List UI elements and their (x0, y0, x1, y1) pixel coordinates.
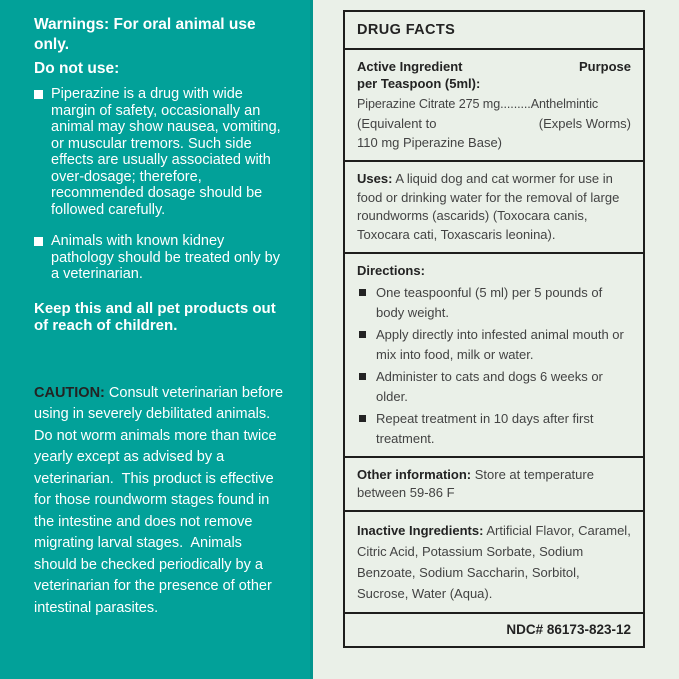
direction-item (357, 409, 631, 448)
square-bullet-icon (34, 90, 43, 99)
direction-text: Repeat treatment in 10 days after first treatment. (376, 411, 594, 446)
uses-section (345, 160, 643, 252)
square-bullet-icon (359, 331, 366, 338)
other-information-text: Store at temperature between 59-86 F (357, 467, 594, 500)
active-ingredient-header-row (357, 58, 631, 95)
active-ingredient-section (345, 48, 643, 160)
square-bullet-icon (359, 415, 366, 422)
square-bullet-icon (359, 289, 366, 296)
ingredient-amount-line: Piperazine Citrate 275 mg.........Anthelmintic (357, 97, 599, 111)
square-bullet-icon (359, 373, 366, 380)
keep-out-of-reach-text: Keep this and all pet products out of reach of children. (34, 299, 276, 334)
direction-item (357, 325, 631, 364)
warnings-heading: Warnings: For oral animal use only. (34, 16, 256, 53)
other-information-section (345, 456, 643, 510)
warning-bullet-text: Piperazine is a drug with wide margin of safety, occasionally an animal may show nausea, vomiting, or muscular tremors. Such side effects are usually associated with over-dosage; therefore, recommended dosage should be followed carefully. (51, 86, 281, 218)
direction-text: Administer to cats and dogs 6 weeks or older. (376, 369, 603, 404)
drug-facts-title: DRUG FACTS (357, 22, 456, 38)
do-not-use-heading: Do not use: (34, 60, 120, 77)
caution-text: Consult veterinarian before using in severely debilitated animals. Do not worm animals more than twice yearly except as advised by a veterinarian. This product is effective for those roundworm stages found in the intestine and does not remove migrating larval stages. Animals should be checked periodically by a veterinarian for the presence of other intestinal parasites. (34, 384, 288, 616)
other-information-label: Other information: (357, 467, 472, 482)
warning-bullet-item (34, 233, 288, 283)
square-bullet-icon (34, 237, 43, 246)
direction-item (357, 283, 631, 322)
caution-label: CAUTION: (34, 384, 105, 401)
directions-label: Directions: (357, 263, 425, 278)
warnings-bullet-list (34, 86, 288, 283)
drug-facts-panel (313, 0, 679, 679)
active-ingredient-heading-line1: Active Ingredient (357, 59, 463, 74)
purpose-value: (Expels Worms) (538, 116, 631, 131)
uses-label: Uses: (357, 171, 393, 186)
ndc-number: NDC# 86173-823-12 (345, 612, 643, 646)
equivalent-line1: (Equivalent to (357, 116, 437, 131)
warning-bullet-text: Animals with known kidney pathology should be treated only by a veterinarian. (51, 233, 280, 282)
purpose-heading: Purpose (578, 59, 631, 74)
drug-facts-box (343, 10, 645, 648)
warning-bullet-item (34, 86, 288, 218)
caution-paragraph (34, 383, 288, 620)
inactive-ingredients-label: Inactive Ingredients: (357, 523, 484, 538)
equivalent-row (357, 114, 631, 133)
warnings-panel (0, 0, 313, 679)
uses-text: A liquid dog and cat wormer for use in food or drinking water for the removal of large roundworms (ascarids) (Toxocara canis, Toxocara cati, Toxascaris leonina). (357, 171, 620, 242)
active-ingredient-heading (357, 58, 480, 92)
directions-list (357, 283, 631, 448)
directions-section (345, 252, 643, 456)
inactive-ingredients-section (345, 510, 643, 612)
equivalent-line2: 110 mg Piperazine Base) (357, 135, 503, 150)
direction-text: Apply directly into infested animal mouth or mix into food, milk or water. (376, 327, 624, 362)
active-ingredient-heading-line2: per Teaspoon (5ml): (357, 76, 481, 91)
inactive-ingredients-text: Artificial Flavor, Caramel, Citric Acid, Potassium Sorbate, Sodium Benzoate, Sodium Saccharin, Sorbitol, Sucrose, Water (Aqua). (357, 523, 631, 601)
direction-text: One teaspoonful (5 ml) per 5 pounds of body weight. (376, 285, 603, 320)
direction-item (357, 367, 631, 406)
